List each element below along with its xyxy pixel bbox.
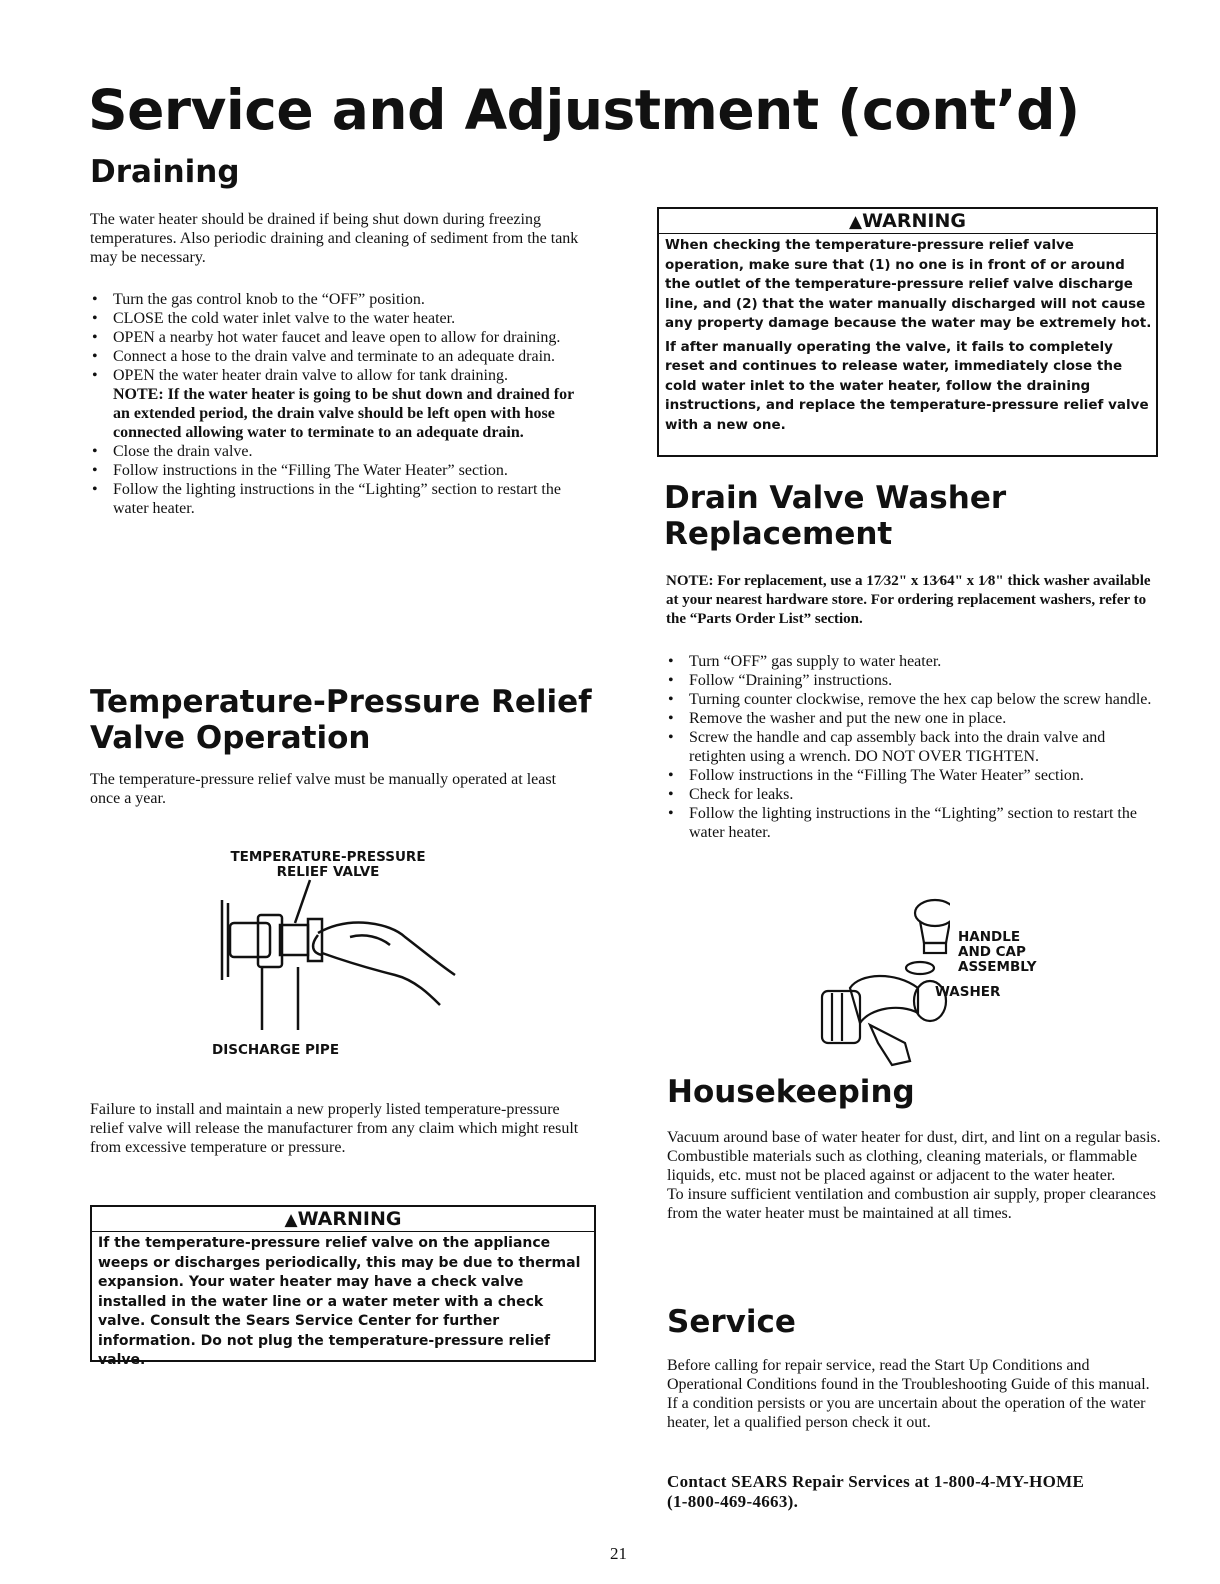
drain-washer-heading-line1: Drain Valve Washer bbox=[664, 480, 1007, 516]
handle-cap-label bbox=[958, 930, 1037, 975]
drain-washer-steps bbox=[666, 652, 1161, 842]
figure-label-line1: TEMPERATURE-PRESSURE bbox=[230, 849, 426, 865]
list-item: • Turn “OFF” gas supply to water heater. bbox=[666, 652, 1161, 671]
list-item: • Follow instructions in the “Filling The Water Heater” section. bbox=[666, 766, 1161, 785]
contact-line2: (1-800-469-4663). bbox=[667, 1492, 799, 1511]
list-item: • Connect a hose to the drain valve and terminate to an adequate drain. bbox=[90, 347, 590, 366]
warning-box-right bbox=[657, 207, 1158, 457]
warning-text-2: If after manually operating the valve, it fails to completely reset and continues to release water, immediately close the cold water inlet to the water heater, follow the draining instructions, and replace the temperature-pressure relief valve with a new one. bbox=[665, 338, 1149, 433]
warning-header bbox=[659, 209, 1156, 234]
handle-label-line3: ASSEMBLY bbox=[958, 959, 1037, 975]
contact-line1: Contact SEARS Repair Services at 1-800-4-MY-HOME bbox=[667, 1472, 1085, 1491]
list-item: • Turning counter clockwise, remove the hex cap below the screw handle. bbox=[666, 690, 1161, 709]
draining-intro: The water heater should be drained if being shut down during freezing temperatures. Also periodic draining and cleaning of sediment from the tank may be necessary. bbox=[90, 211, 579, 266]
list-item: • Follow instructions in the “Filling The Water Heater” section. bbox=[90, 461, 590, 480]
warning-triangle-icon: ▲ bbox=[849, 212, 863, 232]
service-para2: If a condition persists or you are uncertain about the operation of the water heater, let a qualified person check it out. bbox=[667, 1395, 1146, 1431]
list-item: • Check for leaks. bbox=[666, 785, 1161, 804]
service-heading: Service bbox=[667, 1304, 796, 1340]
warning-text: If the temperature-pressure relief valve on the appliance weeps or discharges periodically, this may be due to thermal expansion. Your water heater may have a check valve installed in the water line or a water meter with a check valve. Consult the Sears Service Center for further information. Do not plug the temperature-pressure relief valve. bbox=[98, 1235, 581, 1368]
tpr-valve-caption: DISCHARGE PIPE bbox=[212, 1042, 340, 1058]
warning-header bbox=[92, 1207, 594, 1232]
draining-heading: Draining bbox=[90, 154, 240, 190]
list-item: • Follow “Draining” instructions. bbox=[666, 671, 1161, 690]
list-item: • OPEN a nearby hot water faucet and leave open to allow for draining. bbox=[90, 328, 590, 347]
list-item: • Screw the handle and cap assembly back into the drain valve and retighten using a wrench. DO NOT OVER TIGHTEN. bbox=[666, 728, 1161, 766]
figure-label-line2: RELIEF VALVE bbox=[276, 864, 380, 880]
tpr-valve-heading-line2: Valve Operation bbox=[90, 720, 371, 756]
washer-label: WASHER bbox=[935, 984, 1001, 1000]
housekeeping-para3: To insure sufficient ventilation and combustion air supply, proper clearances from the water heater must be maintained at all times. bbox=[667, 1186, 1156, 1222]
drain-washer-note: NOTE: For replacement, use a 17⁄32" x 13⁄64" x 1⁄8" thick washer available at your nearest hardware store. For ordering replacement washers, refer to the “Parts Order List” section. bbox=[666, 573, 1151, 627]
tpr-valve-illustration bbox=[200, 875, 460, 1035]
list-item: • Follow the lighting instructions in the “Lighting” section to restart the water heater. bbox=[666, 804, 1161, 842]
handle-label-line2: AND CAP bbox=[958, 944, 1026, 960]
draining-steps bbox=[90, 290, 590, 518]
warning-title: WARNING bbox=[862, 210, 966, 232]
drain-washer-heading bbox=[664, 480, 1006, 552]
housekeeping-para2: Combustible materials such as clothing, cleaning materials, or flammable liquids, etc. must not be placed against or adjacent to the water heater. bbox=[667, 1148, 1138, 1184]
page-title: Service and Adjustment (cont’d) bbox=[88, 78, 1080, 142]
tpr-failure-text: Failure to install and maintain a new properly listed temperature-pressure relief valve will release the manufacturer from any claim which might result from excessive temperature or pressure. bbox=[90, 1101, 579, 1156]
drain-washer-heading-line2: Replacement bbox=[664, 516, 893, 552]
page-number: 21 bbox=[610, 1544, 627, 1563]
tpr-valve-heading bbox=[90, 684, 592, 756]
housekeeping-para1: Vacuum around base of water heater for dust, dirt, and lint on a regular basis. bbox=[667, 1129, 1161, 1146]
housekeeping-heading: Housekeeping bbox=[667, 1074, 915, 1110]
warning-box-left bbox=[90, 1205, 596, 1368]
list-item bbox=[90, 366, 590, 442]
warning-triangle-icon: ▲ bbox=[284, 1210, 298, 1230]
list-item: • Close the drain valve. bbox=[90, 442, 590, 461]
warning-title: WARNING bbox=[297, 1208, 402, 1230]
list-item: • Turn the gas control knob to the “OFF” position. bbox=[90, 290, 590, 309]
handle-label-line1: HANDLE bbox=[958, 929, 1021, 945]
housekeeping-text bbox=[667, 1128, 1162, 1223]
service-text bbox=[667, 1356, 1162, 1432]
warning-text-1: When checking the temperature-pressure relief valve operation, make sure that (1) no one is in front of or around the outlet of the temperature-pressure relief valve discharge line, and (2) that the water manually discharged will not cause any property damage because the water may be extremely hot. bbox=[665, 237, 1152, 331]
list-item: • Remove the washer and put the new one in place. bbox=[666, 709, 1161, 728]
tpr-valve-heading-line1: Temperature-Pressure Relief bbox=[90, 684, 592, 720]
draining-note: NOTE: If the water heater is going to be shut down and drained for an extended period, the drain valve should be left open with hose connected allowing water to terminate to an adequate drain. bbox=[113, 386, 574, 441]
contact-info bbox=[667, 1472, 1172, 1512]
list-item: • Follow the lighting instructions in the “Lighting” section to restart the water heater. bbox=[90, 480, 590, 518]
list-item: • CLOSE the cold water inlet valve to the water heater. bbox=[90, 309, 590, 328]
service-para1: Before calling for repair service, read the Start Up Conditions and Operational Conditions found in the Troubleshooting Guide of this manual. bbox=[667, 1357, 1150, 1393]
tpr-valve-intro: The temperature-pressure relief valve must be manually operated at least once a year. bbox=[90, 771, 557, 807]
list-item-text: OPEN the water heater drain valve to allow for tank draining. bbox=[113, 367, 508, 384]
drain-valve-illustration bbox=[800, 893, 950, 1068]
